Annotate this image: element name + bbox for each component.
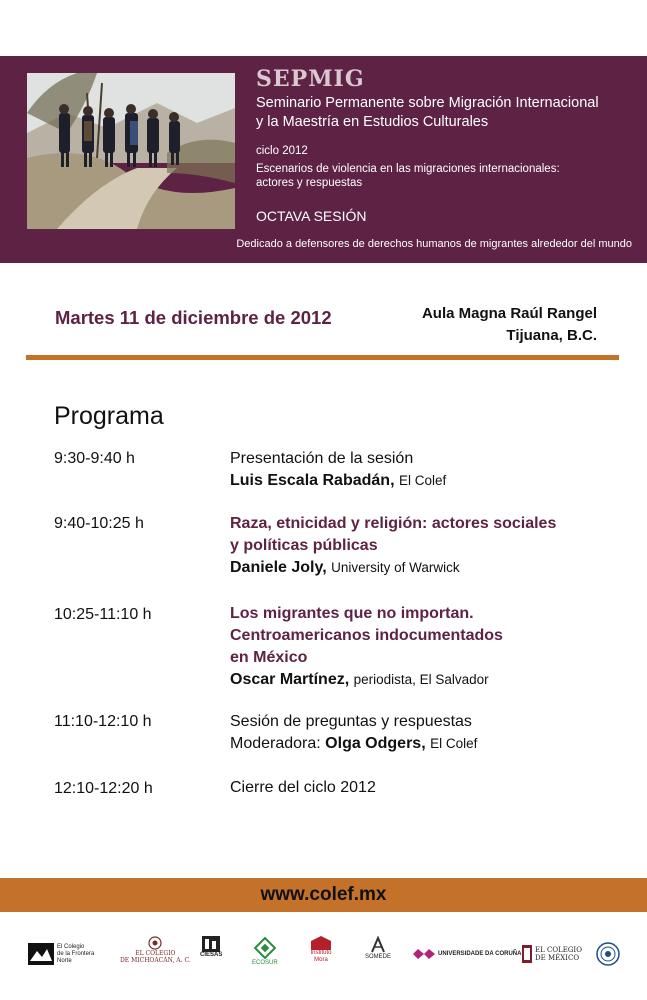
michoacan-seal-icon: [148, 936, 162, 950]
speaker-name: Olga Odgers,: [325, 735, 426, 752]
item-title-line2: y políticas públicas: [230, 537, 378, 554]
program-time: 11:10-12:10 h: [54, 713, 152, 730]
ecosur-mark-icon: [253, 936, 277, 960]
speaker-name: Luis Escala Rabadán,: [230, 472, 395, 489]
speaker-affiliation: periodista, El Salvador: [353, 672, 489, 687]
logo-text: CIESAS: [200, 952, 223, 958]
venue-city: Tijuana, B.C.: [506, 327, 597, 344]
migrants-photo: [27, 73, 235, 229]
logo-seal: [596, 936, 620, 972]
program-time: 12:10-12:20 h: [54, 780, 153, 797]
seminar-title-line1: Seminario Permanente sobre Migración Internacional: [256, 95, 599, 111]
logo-michoacan: [120, 936, 191, 972]
cycle-label: ciclo 2012: [256, 145, 308, 157]
coruna-mark-icon: [413, 949, 435, 959]
speaker-affiliation: University of Warwick: [331, 560, 460, 575]
colmex-mark-icon: [522, 945, 532, 963]
website-link[interactable]: www.colef.mx: [260, 884, 387, 905]
somede-mark-icon: [370, 936, 386, 954]
event-date: Martes 11 de diciembre de 2012: [55, 307, 332, 328]
program-item: [230, 448, 630, 492]
item-title-line1: Raza, etnicidad y religión: actores sociales: [230, 515, 557, 532]
speaker-affiliation: El Colef: [430, 736, 478, 751]
logo-text: Instituto: [310, 950, 332, 956]
item-title-line3: en México: [230, 649, 308, 666]
mora-building-icon: [310, 936, 332, 950]
logo-text: ECOSUR: [252, 960, 278, 966]
logo-coruna: [413, 936, 521, 972]
logo-mora: [310, 936, 332, 972]
logo-text: Mora: [314, 957, 328, 963]
theme-line2: actores y respuestas: [256, 177, 363, 189]
logo-ecosur: [252, 936, 278, 972]
speaker-name: Oscar Martínez,: [230, 671, 350, 688]
logo-colmex: [522, 936, 582, 972]
logo-text: de la Frontera: [57, 950, 95, 957]
logo-text: SOMEDE: [365, 954, 392, 960]
logo-text: Norte: [57, 957, 72, 964]
divider-rule: [26, 355, 619, 360]
logo-text: EL COLEGIO: [535, 946, 582, 954]
speaker-name: Daniele Joly,: [230, 559, 327, 576]
colef-mark-icon: [28, 943, 54, 965]
seal-icon: [596, 942, 620, 966]
logo-text: DE MICHOACÁN, A. C.: [120, 957, 191, 964]
session-label: OCTAVA SESIÓN: [256, 208, 367, 224]
logo-colef: [28, 936, 94, 972]
program-title: Programa: [54, 402, 164, 430]
program-time: 10:25-11:10 h: [54, 606, 152, 623]
program-item: [230, 777, 630, 799]
item-title-line1: Los migrantes que no importan.: [230, 605, 474, 622]
program-time: 9:30-9:40 h: [54, 450, 135, 467]
item-title: Presentación de la sesión: [230, 450, 414, 467]
logo-text: DE MÉXICO: [535, 954, 580, 962]
speaker-affiliation: El Colef: [398, 473, 447, 488]
venue-name: Aula Magna Raúl Rangel: [421, 305, 597, 322]
sepmig-logo: SEPMIG: [256, 66, 365, 92]
logo-ciesas: [200, 936, 222, 972]
item-title-line2: Centroamericanos indocumentados: [230, 627, 503, 644]
dedication-text: Dedicado a defensores de derechos humanos de migrantes alrededor del mundo: [236, 238, 632, 250]
program-item: [230, 603, 630, 691]
logo-somede: [365, 936, 391, 972]
moderator-label: Moderadora:: [230, 735, 321, 752]
seminar-title-line2: y la Maestría en Estudios Culturales: [256, 114, 489, 130]
theme-line1: Escenarios de violencia en las migraciones internacionales:: [256, 163, 560, 175]
ciesas-mark-icon: [202, 936, 220, 952]
logo-text: EL COLEGIO: [135, 950, 176, 957]
logo-text: El Colegio: [57, 943, 85, 950]
item-title: Sesión de preguntas y respuestas: [230, 713, 472, 730]
item-title: Cierre del ciclo 2012: [230, 779, 376, 796]
program-item: [230, 711, 630, 755]
program-time: 9:40-10:25 h: [54, 515, 144, 532]
logo-text: UNIVERSIDADE DA CORUÑA: [438, 950, 522, 957]
program-item: [230, 513, 630, 579]
